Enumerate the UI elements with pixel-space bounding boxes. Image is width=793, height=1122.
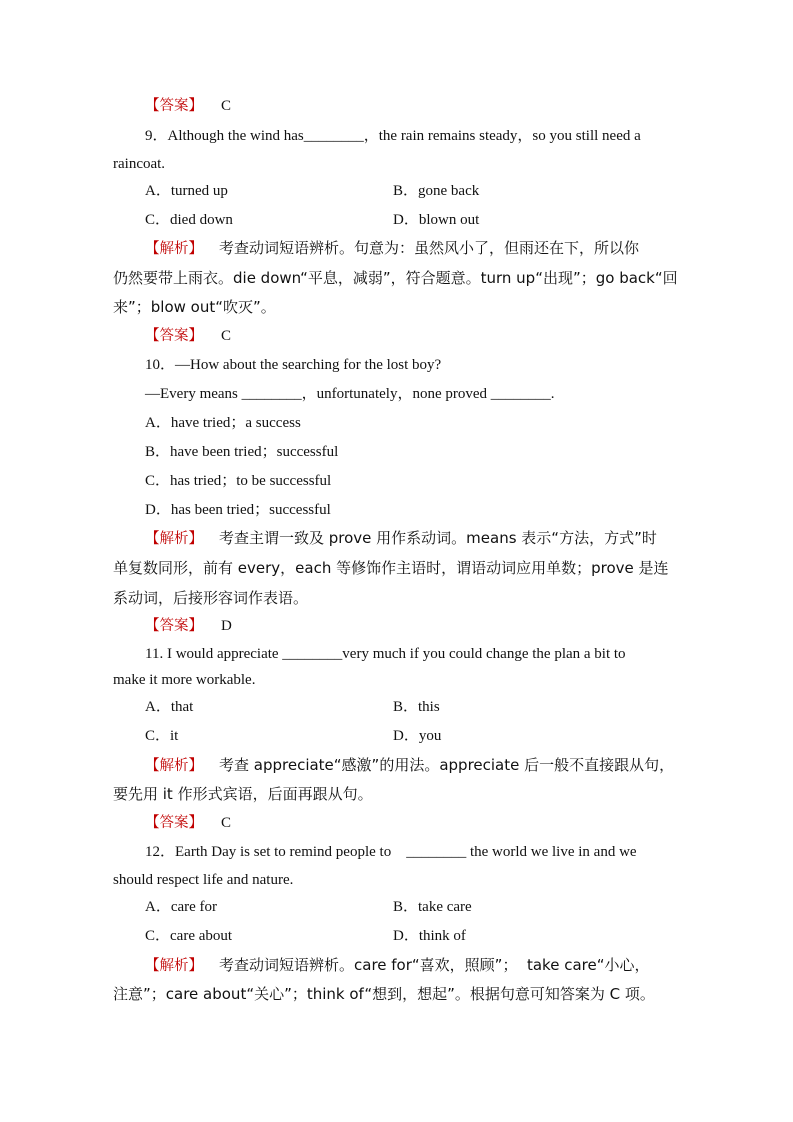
q9-answer-line bbox=[145, 326, 231, 346]
q10-answer-line bbox=[145, 616, 232, 636]
analysis-text: 考查 appreciate“感激”的用法。appreciate 后一般不直接跟从句， bbox=[219, 756, 675, 774]
q11-analysis-line1 bbox=[145, 755, 674, 776]
answer-tag: 【答案】 bbox=[145, 98, 203, 114]
q12-option-c: C．care about bbox=[145, 928, 233, 944]
answer-value: C bbox=[221, 98, 232, 114]
q10-option-b: B．have been tried；successful bbox=[145, 444, 339, 460]
q12-option-b: B．take care bbox=[393, 899, 472, 915]
q11-option-b: B．this bbox=[393, 699, 440, 715]
analysis-tag: 【解析】 bbox=[145, 241, 203, 257]
answer-tag: 【答案】 bbox=[145, 618, 203, 634]
answer-value: D bbox=[221, 618, 232, 634]
q12-analysis-line2: 注意”；care about“关心”；think of“想到，想起”。根据句意可知答案为 C 项。 bbox=[113, 985, 655, 1003]
q9-analysis-line2: 仍然要带上雨衣。die down“平息，减弱”，符合题意。turn up“出现”；go back“回 bbox=[113, 269, 678, 287]
q9-analysis-line1 bbox=[145, 238, 639, 259]
analysis-tag: 【解析】 bbox=[145, 758, 203, 774]
answer-tag: 【答案】 bbox=[145, 815, 203, 831]
q9-analysis-line3: 来”；blow out“吹灭”。 bbox=[113, 298, 276, 316]
q12-option-a: A．care for bbox=[145, 899, 218, 915]
analysis-text: 考查动词短语辨析。care for“喜欢，照顾”； take care“小心， bbox=[219, 956, 650, 974]
q12-analysis-line1 bbox=[145, 955, 649, 976]
q8-answer-line bbox=[145, 96, 231, 116]
q10-option-d: D．has been tried；successful bbox=[145, 502, 331, 518]
analysis-tag: 【解析】 bbox=[145, 958, 203, 974]
q9-option-c: C．died down bbox=[145, 212, 233, 228]
q12-option-d: D．think of bbox=[393, 928, 466, 944]
q11-stem-line2: make it more workable. bbox=[113, 672, 256, 688]
q10-option-c: C．has tried；to be successful bbox=[145, 473, 332, 489]
q9-option-a: A．turned up bbox=[145, 183, 228, 199]
q9-option-d: D．blown out bbox=[393, 212, 480, 228]
q11-option-c: C．it bbox=[145, 728, 179, 744]
q11-answer-line bbox=[145, 813, 231, 833]
analysis-text: 考查动词短语辨析。句意为：虽然风小了，但雨还在下，所以你 bbox=[219, 239, 640, 257]
q11-analysis-line2: 要先用 it 作形式宾语，后面再跟从句。 bbox=[113, 785, 373, 803]
answer-tag: 【答案】 bbox=[145, 328, 203, 344]
q11-option-a: A．that bbox=[145, 699, 194, 715]
answer-value: C bbox=[221, 815, 232, 831]
q10-analysis-line1 bbox=[145, 528, 657, 549]
analysis-text: 考查主谓一致及 prove 用作系动词。means 表示“方法，方式”时 bbox=[219, 529, 657, 547]
q10-option-a: A．have tried；a success bbox=[145, 415, 301, 431]
q9-option-b: B．gone back bbox=[393, 183, 480, 199]
analysis-tag: 【解析】 bbox=[145, 531, 203, 547]
q9-stem-line1: 9．Although the wind has________，the rain remains steady，so you still need a bbox=[145, 128, 641, 144]
q11-option-d: D．you bbox=[393, 728, 442, 744]
q10-analysis-line3: 系动词，后接形容词作表语。 bbox=[113, 589, 309, 607]
answer-value: C bbox=[221, 328, 232, 344]
q11-stem-line1: 11. I would appreciate ________very much if you could change the plan a bit to bbox=[145, 646, 626, 662]
q10-stem-line2: —Every means ________，unfortunately，none proved ________. bbox=[145, 386, 555, 402]
q9-stem-line2: raincoat. bbox=[113, 156, 166, 172]
q12-stem-line1: 12．Earth Day is set to remind people to ________ the world we live in and we bbox=[145, 844, 637, 860]
q12-stem-line2: should respect life and nature. bbox=[113, 872, 294, 888]
q10-analysis-line2: 单复数同形，前有 every，each 等修饰作主语时，谓语动词应用单数；prove 是连 bbox=[113, 559, 669, 577]
q10-stem-line1: 10．—How about the searching for the lost boy? bbox=[145, 357, 442, 373]
